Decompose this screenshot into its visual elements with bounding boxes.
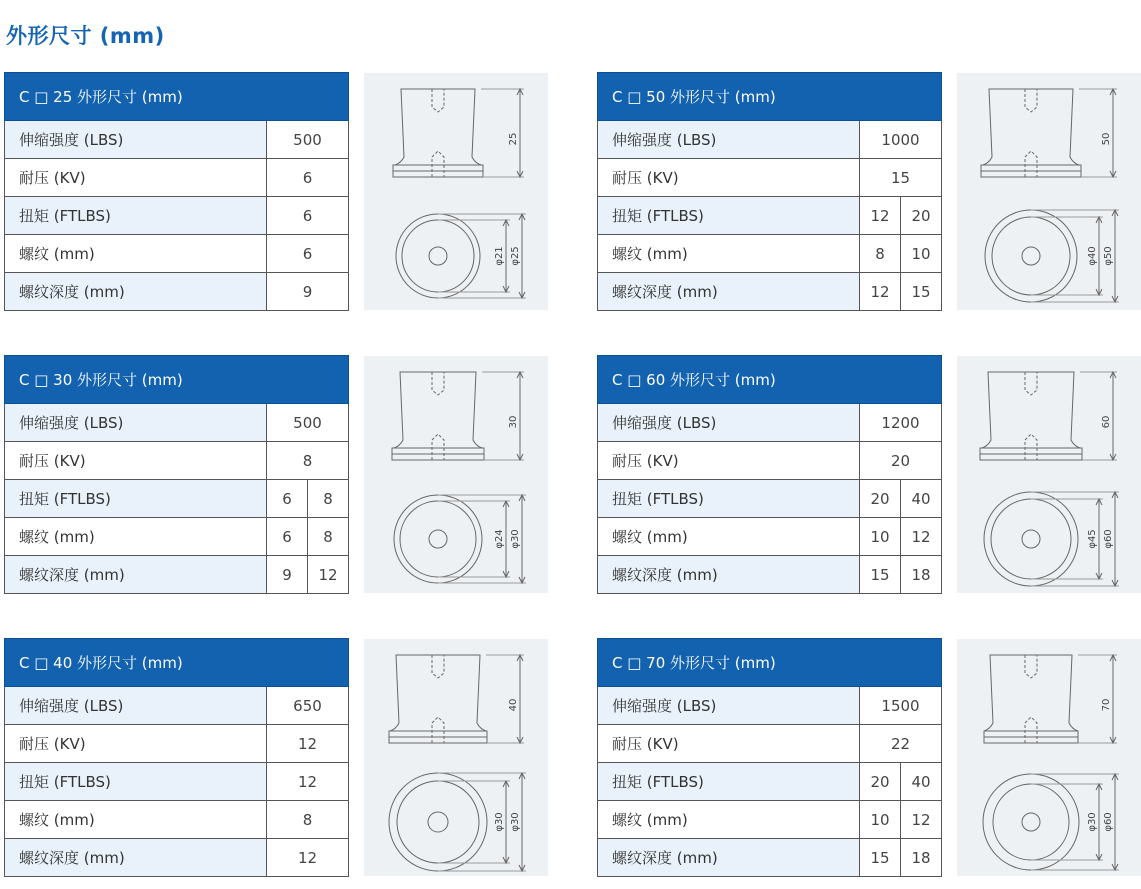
spec-value: 18 — [901, 839, 942, 877]
outer-diameter-label: φ25 — [510, 246, 521, 266]
spec-value: 12 — [860, 273, 901, 311]
spec-value: 40 — [901, 480, 942, 518]
spec-value: 15 — [901, 273, 942, 311]
spec-label: 螺纹 (mm) — [5, 235, 267, 273]
outer-circle — [984, 492, 1078, 586]
spec-value: 9 — [267, 273, 349, 311]
spec-table — [4, 72, 349, 311]
spec-row — [5, 480, 349, 518]
center-hole — [1022, 530, 1040, 548]
spec-table-block — [597, 638, 941, 877]
outer-diameter-label: φ60 — [1103, 812, 1114, 832]
spec-table — [597, 355, 942, 594]
spec-label: 伸缩强度 (LBS) — [598, 404, 860, 442]
spec-label: 耐压 (KV) — [598, 442, 860, 480]
insulator-drawing — [364, 639, 548, 876]
spec-label: 扭矩 (FTLBS) — [598, 763, 860, 801]
spec-table-block — [597, 355, 941, 594]
spec-table — [597, 638, 942, 877]
dimension-drawing-panel — [957, 639, 1141, 876]
page-title: 外形尺寸 (mm) — [6, 24, 165, 48]
spec-row — [5, 556, 349, 594]
spec-value: 6 — [267, 518, 308, 556]
insulator-drawing — [364, 356, 548, 593]
spec-table-block — [4, 72, 348, 311]
insulator-body-outline — [394, 372, 482, 448]
spec-value: 6 — [267, 480, 308, 518]
spec-value: 12 — [267, 725, 349, 763]
top-thread-hole — [432, 89, 444, 112]
insulator-body-outline — [984, 655, 1078, 731]
center-hole — [429, 247, 447, 265]
insulator-drawing — [957, 356, 1141, 593]
spec-row — [598, 235, 942, 273]
spec-label: 伸缩强度 (LBS) — [5, 687, 267, 725]
spec-row — [5, 801, 349, 839]
spec-row — [598, 687, 942, 725]
spec-value: 8 — [267, 801, 349, 839]
spec-label: 扭矩 (FTLBS) — [598, 197, 860, 235]
spec-value: 500 — [267, 404, 349, 442]
spec-value: 8 — [267, 442, 349, 480]
spec-value: 22 — [860, 725, 942, 763]
bottom-thread-hole — [1025, 151, 1037, 177]
insulator-drawing — [957, 639, 1141, 876]
insulator-body-outline — [390, 655, 486, 731]
height-dimension-label: 30 — [508, 415, 519, 429]
spec-table — [4, 355, 349, 594]
height-dimension-label: 40 — [508, 698, 519, 712]
spec-label: 伸缩强度 (LBS) — [5, 121, 267, 159]
spec-label: 螺纹 (mm) — [598, 235, 860, 273]
spec-value: 12 — [901, 518, 942, 556]
spec-row — [598, 725, 942, 763]
top-thread-hole — [432, 655, 444, 678]
height-dimension-label: 70 — [1101, 698, 1112, 712]
spec-label: 扭矩 (FTLBS) — [5, 763, 267, 801]
spec-label: 伸缩强度 (LBS) — [598, 121, 860, 159]
spec-value: 12 — [267, 763, 349, 801]
outer-diameter-label: φ60 — [1103, 529, 1114, 549]
outer-circle — [389, 773, 487, 871]
spec-row — [5, 442, 349, 480]
inner-diameter-label: φ30 — [1087, 812, 1098, 832]
center-hole — [429, 530, 447, 548]
spec-value: 8 — [860, 235, 901, 273]
bottom-thread-hole — [1025, 717, 1037, 743]
spec-label: 扭矩 (FTLBS) — [5, 480, 267, 518]
spec-row — [598, 197, 942, 235]
dimension-drawing-panel — [364, 73, 548, 310]
spec-table-header: C □ 40 外形尺寸 (mm) — [5, 639, 349, 687]
spec-label: 螺纹深度 (mm) — [5, 273, 267, 311]
spec-value: 20 — [860, 442, 942, 480]
spec-value: 8 — [308, 518, 349, 556]
spec-row — [598, 518, 942, 556]
inner-diameter-label: φ30 — [494, 812, 505, 832]
spec-value: 12 — [308, 556, 349, 594]
spec-row — [5, 159, 349, 197]
spec-label: 螺纹 (mm) — [5, 518, 267, 556]
spec-value: 10 — [860, 518, 901, 556]
dimension-drawing-panel — [957, 73, 1141, 310]
spec-label: 耐压 (KV) — [598, 725, 860, 763]
spec-label: 扭矩 (FTLBS) — [5, 197, 267, 235]
outer-circle — [394, 495, 482, 583]
spec-label: 螺纹深度 (mm) — [598, 839, 860, 877]
spec-row — [5, 404, 349, 442]
height-dimension-label: 50 — [1101, 132, 1112, 146]
spec-value: 9 — [267, 556, 308, 594]
spec-table-block — [4, 355, 348, 594]
spec-value: 1200 — [860, 404, 942, 442]
spec-value: 18 — [901, 556, 942, 594]
top-thread-hole — [432, 372, 444, 395]
spec-value: 8 — [308, 480, 349, 518]
spec-value: 15 — [860, 159, 942, 197]
spec-table-block — [597, 72, 941, 311]
spec-value: 6 — [267, 235, 349, 273]
outer-diameter-label: φ50 — [1103, 246, 1114, 266]
center-hole — [1022, 247, 1040, 265]
center-hole — [1022, 813, 1040, 831]
outer-circle — [396, 214, 480, 298]
spec-row — [5, 839, 349, 877]
bottom-thread-hole — [1025, 434, 1037, 460]
spec-value: 15 — [860, 556, 901, 594]
height-dimension-label: 25 — [508, 132, 519, 146]
insulator-drawing — [364, 73, 548, 310]
spec-label: 耐压 (KV) — [5, 442, 267, 480]
spec-label: 螺纹 (mm) — [598, 518, 860, 556]
ring-circle — [993, 784, 1069, 860]
spec-row — [598, 763, 942, 801]
bottom-thread-hole — [432, 151, 444, 177]
spec-table-header: C □ 70 外形尺寸 (mm) — [598, 639, 942, 687]
spec-table — [597, 72, 942, 311]
spec-value: 1500 — [860, 687, 942, 725]
spec-row — [598, 159, 942, 197]
center-hole — [428, 812, 448, 832]
spec-value: 20 — [860, 763, 901, 801]
spec-value: 15 — [860, 839, 901, 877]
spec-table — [4, 638, 349, 877]
insulator-body-outline — [395, 89, 481, 165]
inner-diameter-label: φ21 — [494, 246, 505, 266]
spec-label: 螺纹深度 (mm) — [598, 273, 860, 311]
top-thread-hole — [1025, 89, 1037, 112]
spec-label: 耐压 (KV) — [5, 159, 267, 197]
spec-value: 1000 — [860, 121, 942, 159]
spec-row — [598, 556, 942, 594]
ring-circle — [402, 220, 474, 292]
ring-circle — [397, 781, 479, 863]
spec-value: 650 — [267, 687, 349, 725]
outer-diameter-label: φ30 — [510, 529, 521, 549]
spec-label: 螺纹深度 (mm) — [598, 556, 860, 594]
insulator-body-outline — [982, 372, 1080, 448]
ring-circle — [400, 501, 476, 577]
spec-row — [5, 197, 349, 235]
spec-row — [598, 404, 942, 442]
dimension-drawing-panel — [957, 356, 1141, 593]
spec-row — [5, 763, 349, 801]
spec-value: 500 — [267, 121, 349, 159]
spec-row — [5, 121, 349, 159]
spec-row — [598, 801, 942, 839]
spec-label: 螺纹深度 (mm) — [5, 839, 267, 877]
spec-row — [598, 480, 942, 518]
spec-label: 伸缩强度 (LBS) — [5, 404, 267, 442]
spec-value: 12 — [901, 801, 942, 839]
bottom-thread-hole — [432, 717, 444, 743]
spec-label: 螺纹 (mm) — [5, 801, 267, 839]
ring-circle — [992, 217, 1070, 295]
ring-circle — [991, 499, 1071, 579]
spec-table-header: C □ 60 外形尺寸 (mm) — [598, 356, 942, 404]
spec-row — [5, 687, 349, 725]
top-thread-hole — [1025, 372, 1037, 395]
insulator-body-outline — [983, 89, 1079, 165]
spec-label: 耐压 (KV) — [598, 159, 860, 197]
spec-value: 12 — [860, 197, 901, 235]
spec-row — [598, 273, 942, 311]
spec-label: 耐压 (KV) — [5, 725, 267, 763]
spec-row — [5, 273, 349, 311]
inner-diameter-label: φ40 — [1087, 246, 1098, 266]
spec-table-header: C □ 25 外形尺寸 (mm) — [5, 73, 349, 121]
inner-diameter-label: φ45 — [1087, 529, 1098, 549]
spec-value: 10 — [901, 235, 942, 273]
spec-row — [598, 442, 942, 480]
spec-row — [5, 725, 349, 763]
outer-circle — [985, 210, 1077, 302]
spec-row — [5, 518, 349, 556]
spec-value: 40 — [901, 763, 942, 801]
spec-label: 螺纹 (mm) — [598, 801, 860, 839]
spec-table-header: C □ 30 外形尺寸 (mm) — [5, 356, 349, 404]
spec-table-block — [4, 638, 348, 877]
dimension-drawing-panel — [364, 356, 548, 593]
spec-value: 20 — [901, 197, 942, 235]
spec-row — [598, 121, 942, 159]
spec-row — [598, 839, 942, 877]
insulator-drawing — [957, 73, 1141, 310]
spec-value: 10 — [860, 801, 901, 839]
spec-label: 伸缩强度 (LBS) — [598, 687, 860, 725]
spec-label: 螺纹深度 (mm) — [5, 556, 267, 594]
outer-circle — [983, 774, 1079, 870]
spec-table-header: C □ 50 外形尺寸 (mm) — [598, 73, 942, 121]
top-thread-hole — [1025, 655, 1037, 678]
spec-value: 20 — [860, 480, 901, 518]
spec-row — [5, 235, 349, 273]
bottom-thread-hole — [432, 434, 444, 460]
spec-value: 12 — [267, 839, 349, 877]
outer-diameter-label: φ30 — [510, 812, 521, 832]
height-dimension-label: 60 — [1101, 415, 1112, 429]
spec-value: 6 — [267, 197, 349, 235]
dimension-drawing-panel — [364, 639, 548, 876]
spec-label: 扭矩 (FTLBS) — [598, 480, 860, 518]
spec-value: 6 — [267, 159, 349, 197]
inner-diameter-label: φ24 — [494, 529, 505, 549]
